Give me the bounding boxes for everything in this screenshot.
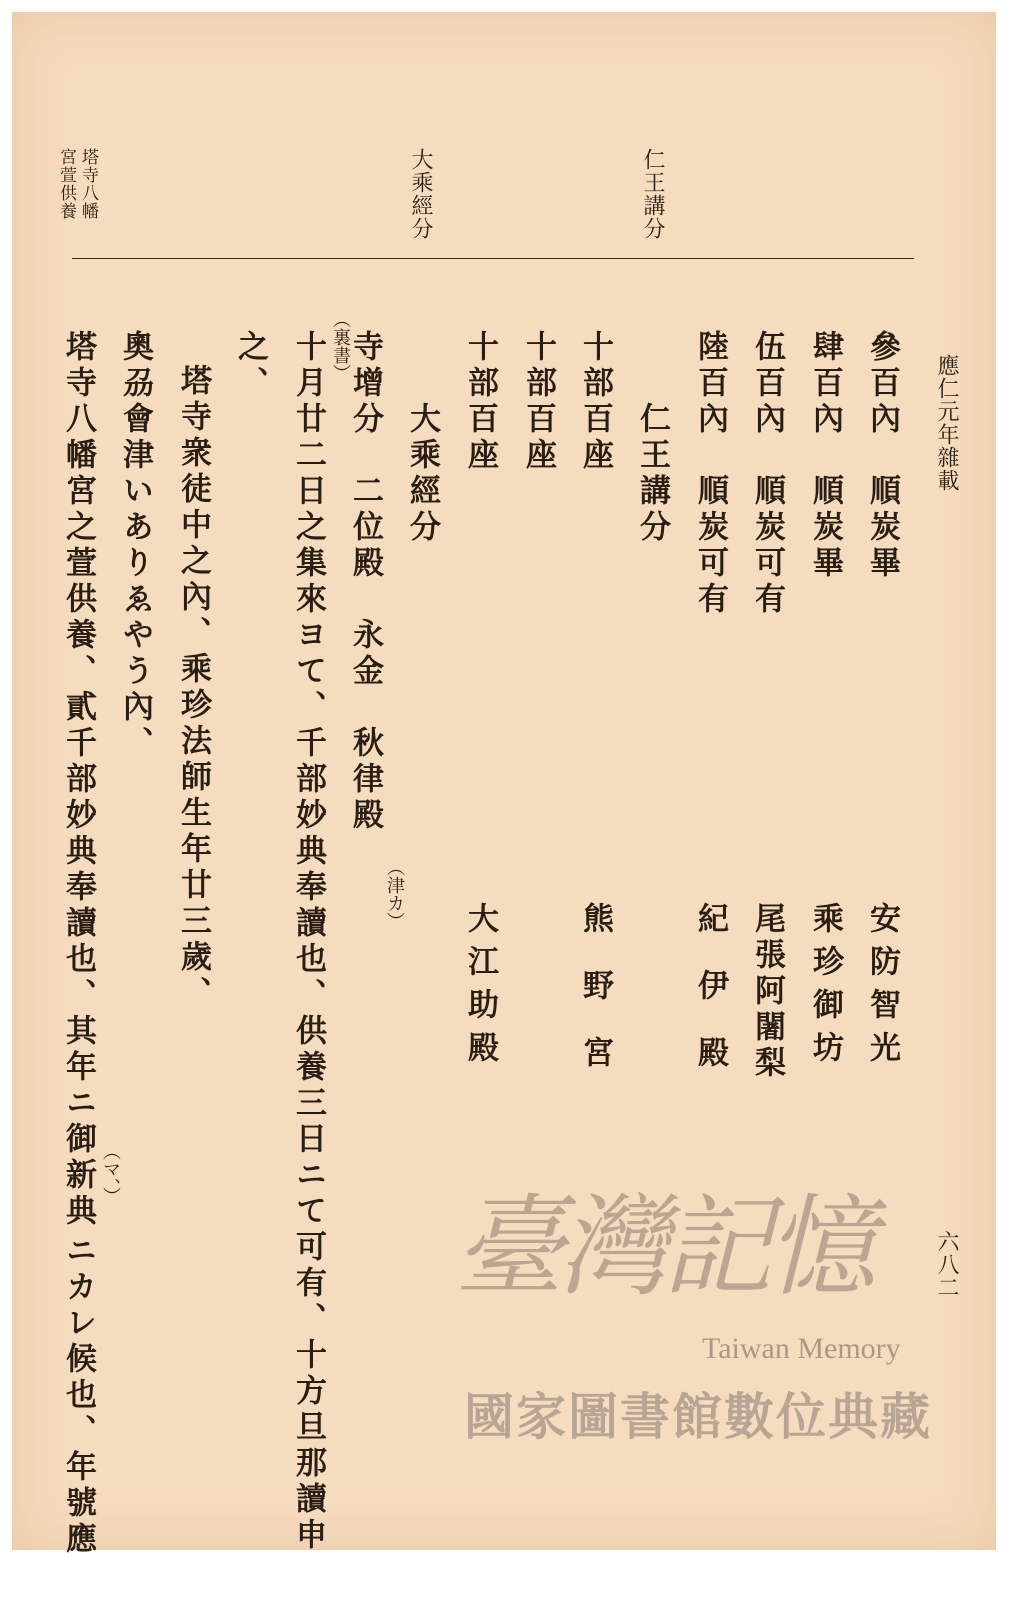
text-column-11: 十月廿二日之集來ヨて、千部妙典奉讀也、供養三日ニて可有、十方旦那讀申 <box>290 330 326 1554</box>
text-column-3: 伍百內 順炭可有 <box>749 330 785 618</box>
margin-heading-renou: 仁王講分 <box>640 148 665 240</box>
header-rule <box>72 258 914 259</box>
text-column-6: 十部百座 <box>577 330 613 474</box>
watermark-english: Taiwan Memory <box>702 1332 901 1365</box>
text-column-4-name: 紀伊殿 <box>692 902 728 1103</box>
margin-heading-tasi-1: 塔寺八幡 <box>78 148 98 220</box>
text-column-14: 奧刕會津いありゑやう內、 <box>117 330 153 762</box>
text-column-12: 之、 <box>232 330 268 402</box>
page-number: 六八二 <box>934 1230 959 1299</box>
text-column-8-name: 大江助殿 <box>462 902 498 1074</box>
text-column-15b: ニカレ候也、年號應 <box>60 1234 96 1558</box>
watermark-calligraphy: 臺灣記憶 <box>454 1183 870 1311</box>
text-column-10: 寺增分 二位殿 永金 秋律殿 <box>347 330 383 834</box>
text-column-9: 大乘經分 <box>404 402 440 546</box>
document-page <box>12 12 996 1558</box>
text-column-3-name: 尾張阿闍梨 <box>749 902 785 1082</box>
text-column-2: 肆百內 順炭畢 <box>807 330 843 582</box>
text-column-4: 陸百內 順炭可有 <box>692 330 728 618</box>
annotation-jinka: （津カ） <box>384 858 405 930</box>
margin-heading-tasi-2: 宮萱供養 <box>56 148 76 220</box>
text-column-1: 參百內 順炭畢 <box>864 330 900 582</box>
running-title: 應仁元年雜載 <box>934 354 959 492</box>
text-column-1-name: 安防智光 <box>864 902 900 1074</box>
annotation-urasho: （裏書） <box>330 310 351 382</box>
text-column-15a: 塔寺八幡宮之萱供養、貳千部妙典奉讀也、其年ニ御新典 <box>60 330 96 1230</box>
text-column-8: 十部百座 <box>462 330 498 474</box>
watermark-chinese: 國家圖書館數位典藏 <box>464 1388 932 1446</box>
text-column-13: 塔寺衆徒中之內、乘珍法師生年廿三歲、 <box>175 364 211 1012</box>
text-column-2-name: 乘珍御坊 <box>807 902 843 1074</box>
text-column-6-name: 熊野宮 <box>577 902 613 1103</box>
text-column-7: 十部百座 <box>520 330 556 474</box>
text-column-5: 仁王講分 <box>634 402 670 546</box>
margin-heading-dacheng: 大乘經分 <box>408 148 433 240</box>
annotation-ma: （マ、） <box>100 1142 121 1205</box>
